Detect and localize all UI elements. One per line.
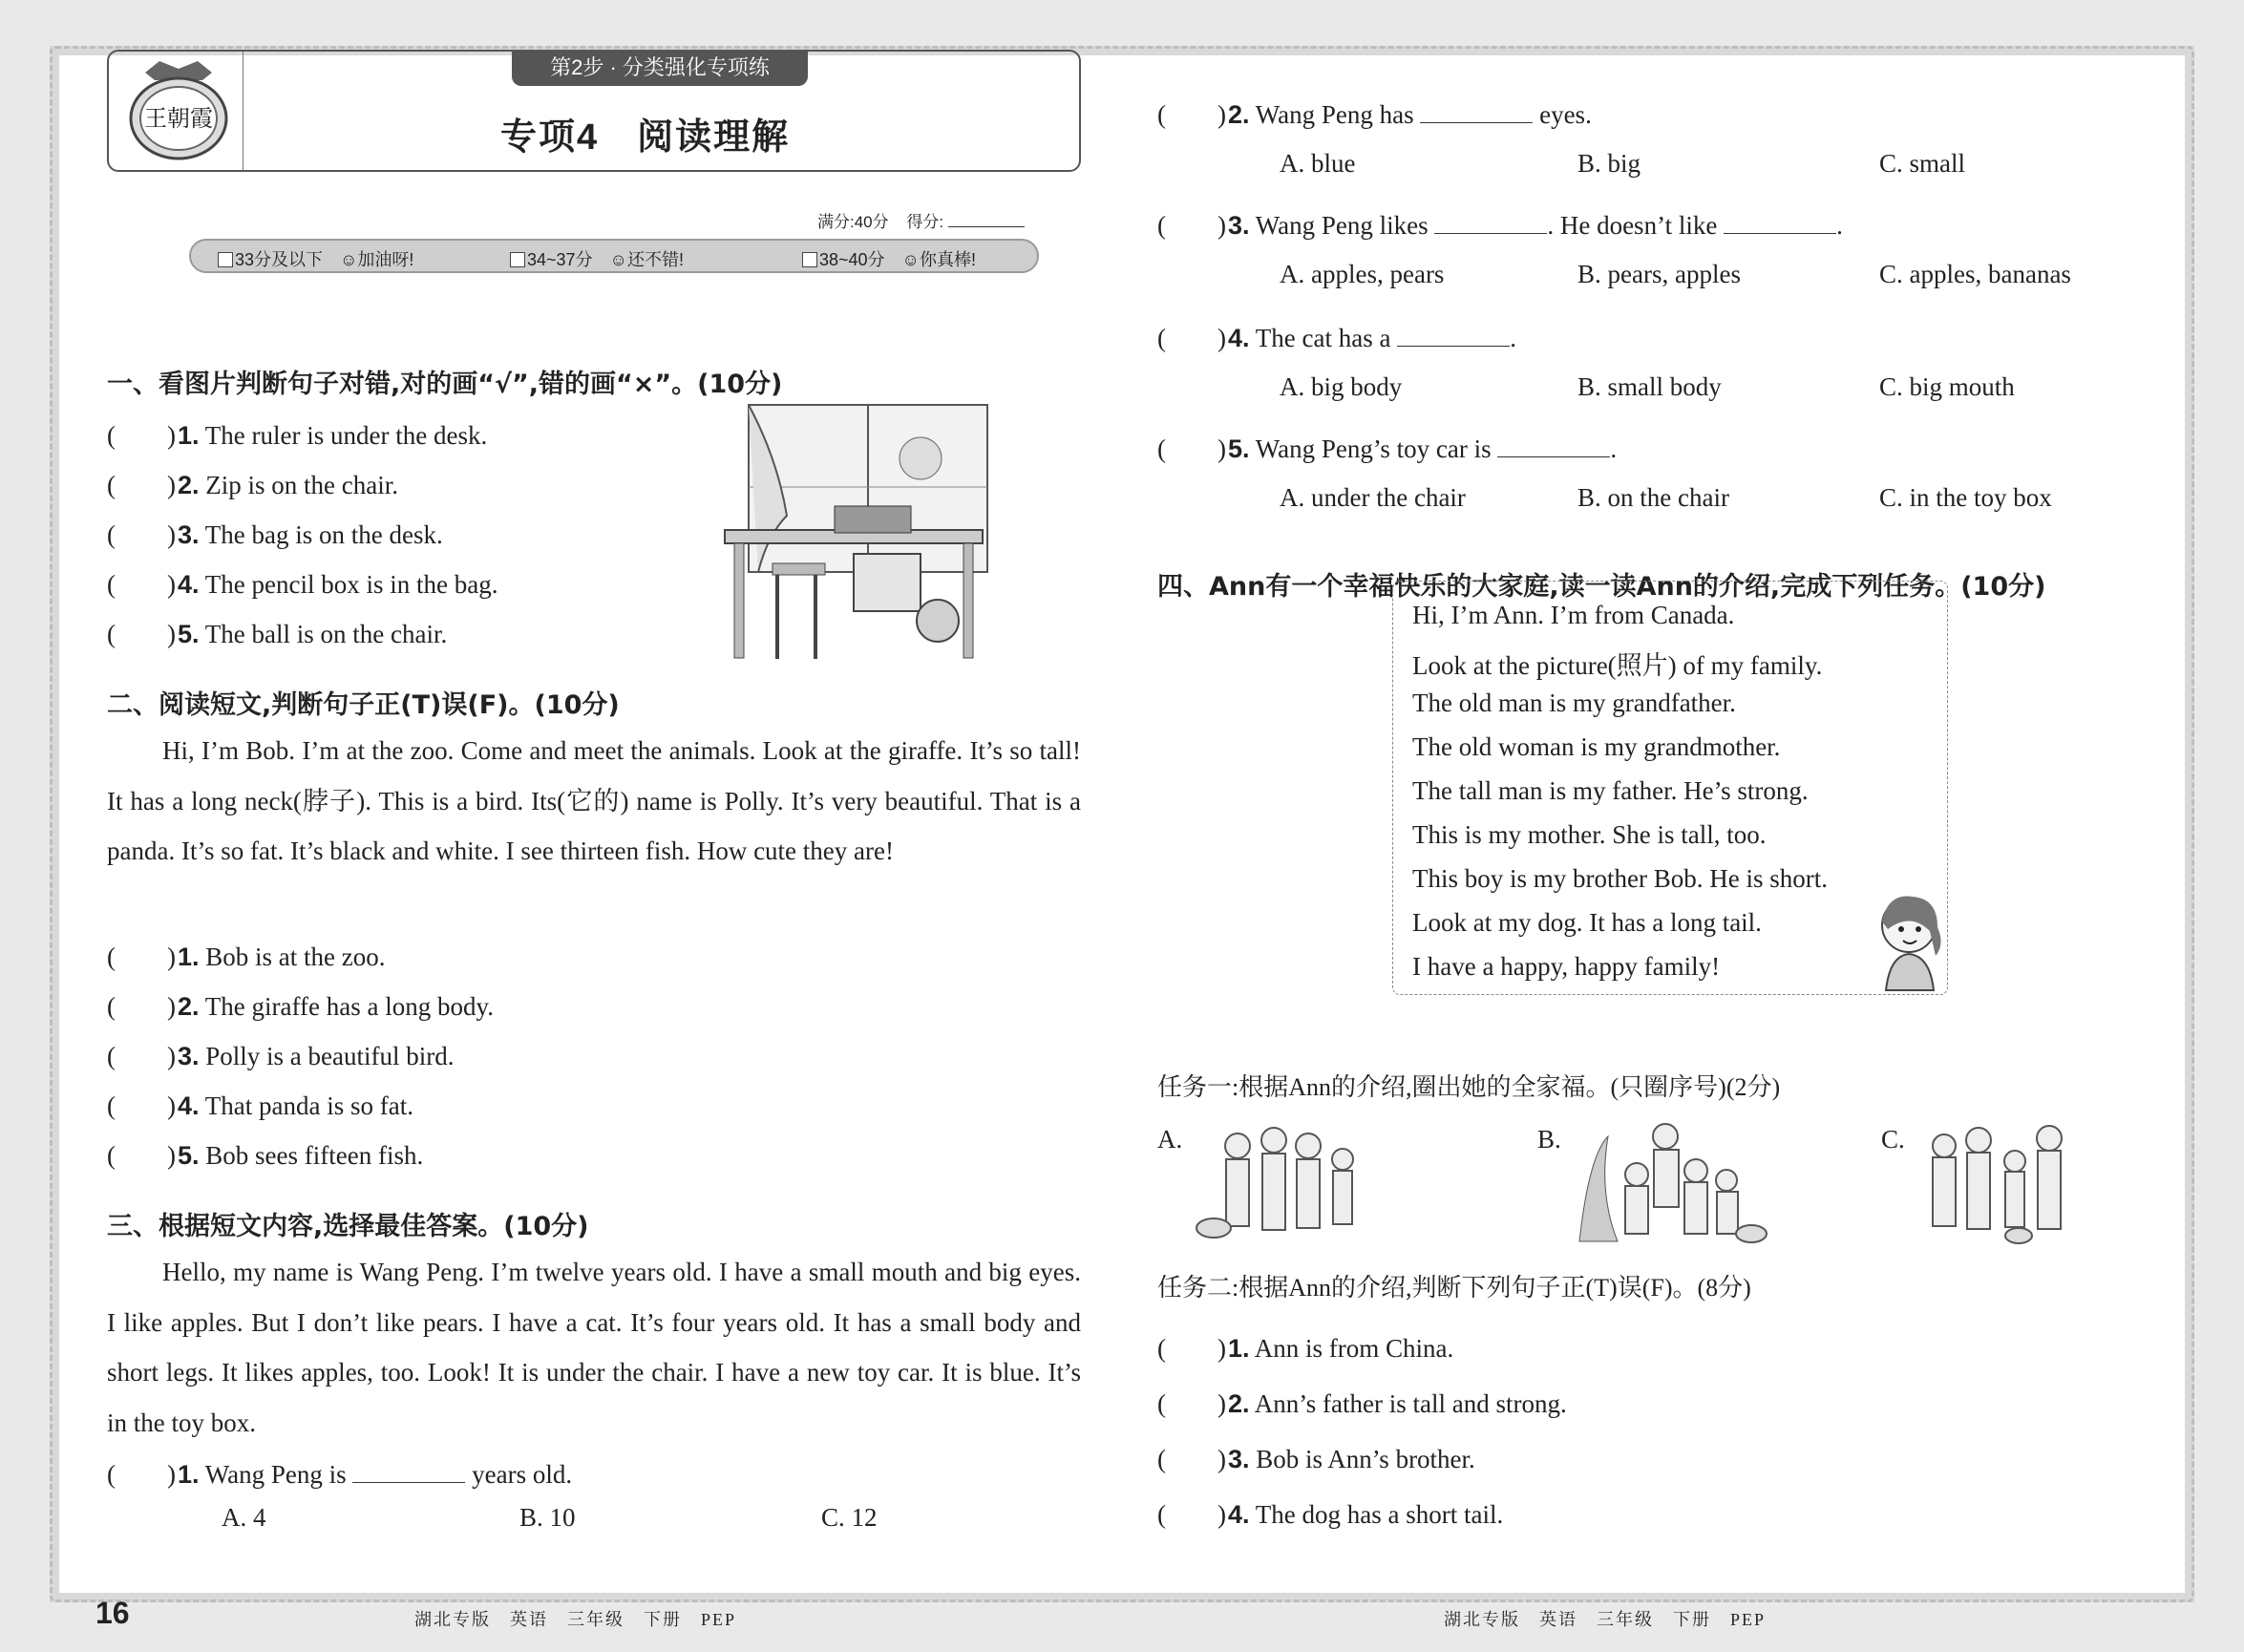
family-photo-c: [1916, 1117, 2087, 1246]
s2-question: ( )2. The giraffe has a long body.: [107, 992, 494, 1021]
task1-title: 任务一:根据Ann的介绍,圈出她的全家福。(只圈序号)(2分): [1157, 1073, 1781, 1101]
s3-question: ( )1. Wang Peng is years old.: [107, 1460, 573, 1489]
choice-c-label[interactable]: C.: [1881, 1125, 1905, 1154]
option-a: A. 4: [222, 1503, 266, 1532]
grade-range: 38~40分: [819, 250, 885, 269]
option-c: C. big mouth: [1879, 372, 2015, 401]
page-footer: 湖北专版 英语 三年级 下册 PEP: [1444, 1610, 1767, 1629]
grade-comment: 你真棒!: [919, 250, 976, 269]
section2-passage: Hi, I’m Bob. I’m at the zoo. Come and meet the animals. Look at the giraffe. It’s so tall! It has a long neck(脖子). This is a bird. Its(它的) name is Polly. It’s very beautiful. That is a panda. It’s so fat. It’s black and white. I see thirteen fish. How cute they are!: [107, 736, 1081, 865]
family-photo-b: [1570, 1117, 1770, 1246]
grade-comment: 加油呀!: [357, 250, 414, 269]
intro-line: Look at the picture(照片) of my family.: [1412, 651, 1823, 680]
intro-line: This boy is my brother Bob. He is short.: [1412, 864, 1828, 893]
answer-blank[interactable]: [1497, 437, 1610, 457]
page-footer: 湖北专版 英语 三年级 下册 PEP: [414, 1610, 737, 1629]
grade-checkbox[interactable]: [802, 252, 817, 267]
option-a: A. under the chair: [1280, 483, 1466, 512]
grade-checkbox[interactable]: [510, 252, 525, 267]
section4-title: 四、Ann有一个幸福快乐的大家庭,读一读Ann的介绍,完成下列任务。(10分): [1157, 572, 2046, 602]
s2-question: ( )1. Bob is at the zoo.: [107, 942, 386, 971]
s1-question: ( )2. Zip is on the chair.: [107, 471, 398, 499]
s4-question: ( )2. Ann’s father is tall and strong.: [1157, 1389, 1567, 1418]
grade-bar: 33分及以下 ☺加油呀! 34~37分 ☺还不错! 38~40分 ☺你真棒!: [189, 239, 1039, 273]
step-tab: 第2步 · 分类强化专项练: [512, 50, 808, 86]
answer-blank[interactable]: [1724, 214, 1836, 234]
svg-text:王朝霞: 王朝霞: [144, 105, 213, 132]
s2-question: ( )3. Polly is a beautiful bird.: [107, 1042, 455, 1070]
section1-title: 一、看图片判断句子对错,对的画“√”,错的画“×”。(10分): [107, 370, 783, 399]
choice-b-label[interactable]: B.: [1537, 1125, 1561, 1154]
header-box: [107, 50, 1081, 172]
choice-a-label[interactable]: A.: [1157, 1125, 1183, 1154]
option-a: A. apples, pears: [1280, 260, 1445, 288]
s1-question: ( )4. The pencil box is in the bag.: [107, 570, 498, 599]
option-c: C. small: [1879, 149, 1966, 178]
intro-line: Hi, I’m Ann. I’m from Canada.: [1412, 601, 1735, 629]
girl-illustration: [1869, 887, 1955, 992]
intro-line: I have a happy, happy family!: [1412, 952, 1721, 981]
option-c: C. apples, bananas: [1879, 260, 2071, 288]
s4-question: ( )3. Bob is Ann’s brother.: [1157, 1445, 1475, 1473]
full-score: 满分:40分: [817, 213, 889, 231]
option-b: B. pears, apples: [1577, 260, 1741, 288]
page-number: 16: [95, 1596, 130, 1630]
s2-question: ( )4. That panda is so fat.: [107, 1091, 413, 1120]
intro-line: The tall man is my father. He’s strong.: [1412, 776, 1809, 805]
grade-range: 33分及以下: [235, 250, 324, 269]
s4-question: ( )4. The dog has a short tail.: [1157, 1500, 1504, 1529]
s3-question: ( )2. Wang Peng has eyes.: [1157, 100, 1592, 129]
s4-question: ( )1. Ann is from China.: [1157, 1334, 1454, 1363]
option-a: A. blue: [1280, 149, 1356, 178]
topic-title: 专项4 阅读理解: [500, 117, 791, 158]
answer-blank[interactable]: [1420, 103, 1533, 123]
answer-blank[interactable]: [1434, 214, 1547, 234]
intro-line: This is my mother. She is tall, too.: [1412, 820, 1767, 849]
option-c: C. 12: [821, 1503, 878, 1532]
option-b: B. 10: [519, 1503, 576, 1532]
publisher-logo: [126, 59, 231, 162]
intro-line: The old man is my grandfather.: [1412, 688, 1736, 717]
option-a: A. big body: [1280, 372, 1403, 401]
score-line: [817, 208, 1025, 232]
section3-passage: Hello, my name is Wang Peng. I’m twelve years old. I have a small mouth and big eyes. I like apples. But I don’t like pears. I have a cat. It’s four years old. It has a small body and short legs. It likes apples, too. Look! It is under the chair. I have a new toy car. It is blue. It’s in the toy box.: [107, 1258, 1081, 1437]
intro-line: The old woman is my grandmother.: [1412, 732, 1781, 761]
section2-title: 二、阅读短文,判断句子正(T)误(F)。(10分): [107, 690, 620, 720]
s3-question: ( )5. Wang Peng’s toy car is .: [1157, 434, 1618, 463]
s2-question: ( )5. Bob sees fifteen fish.: [107, 1141, 424, 1170]
s1-question: ( )3. The bag is on the desk.: [107, 520, 443, 549]
right-page: [1157, 0, 2141, 1652]
option-c: C. in the toy box: [1879, 483, 2052, 512]
grade-range: 34~37分: [527, 250, 593, 269]
grade-comment: 还不错!: [626, 250, 684, 269]
classroom-illustration: [720, 401, 997, 664]
s1-question: ( )1. The ruler is under the desk.: [107, 421, 488, 450]
option-b: B. on the chair: [1577, 483, 1729, 512]
option-b: B. big: [1577, 149, 1641, 178]
s1-question: ( )5. The ball is on the chair.: [107, 620, 448, 648]
s3-question: ( )3. Wang Peng likes . He doesn’t like .: [1157, 211, 1843, 240]
ann-intro-box: [1392, 581, 1948, 995]
s3-question: ( )4. The cat has a .: [1157, 324, 1516, 352]
option-b: B. small body: [1577, 372, 1722, 401]
family-photo-a: [1190, 1121, 1381, 1245]
score-blank[interactable]: [948, 226, 1025, 227]
section3-title: 三、根据短文内容,选择最佳答案。(10分): [107, 1212, 589, 1241]
left-page: [95, 0, 1081, 1652]
answer-blank[interactable]: [1397, 327, 1510, 347]
answer-blank[interactable]: [352, 1463, 465, 1483]
score-label: 得分:: [906, 213, 944, 231]
task2-title: 任务二:根据Ann的介绍,判断下列句子正(T)误(F)。(8分): [1157, 1274, 1751, 1302]
grade-checkbox[interactable]: [218, 252, 233, 267]
intro-line: Look at my dog. It has a long tail.: [1412, 908, 1762, 937]
